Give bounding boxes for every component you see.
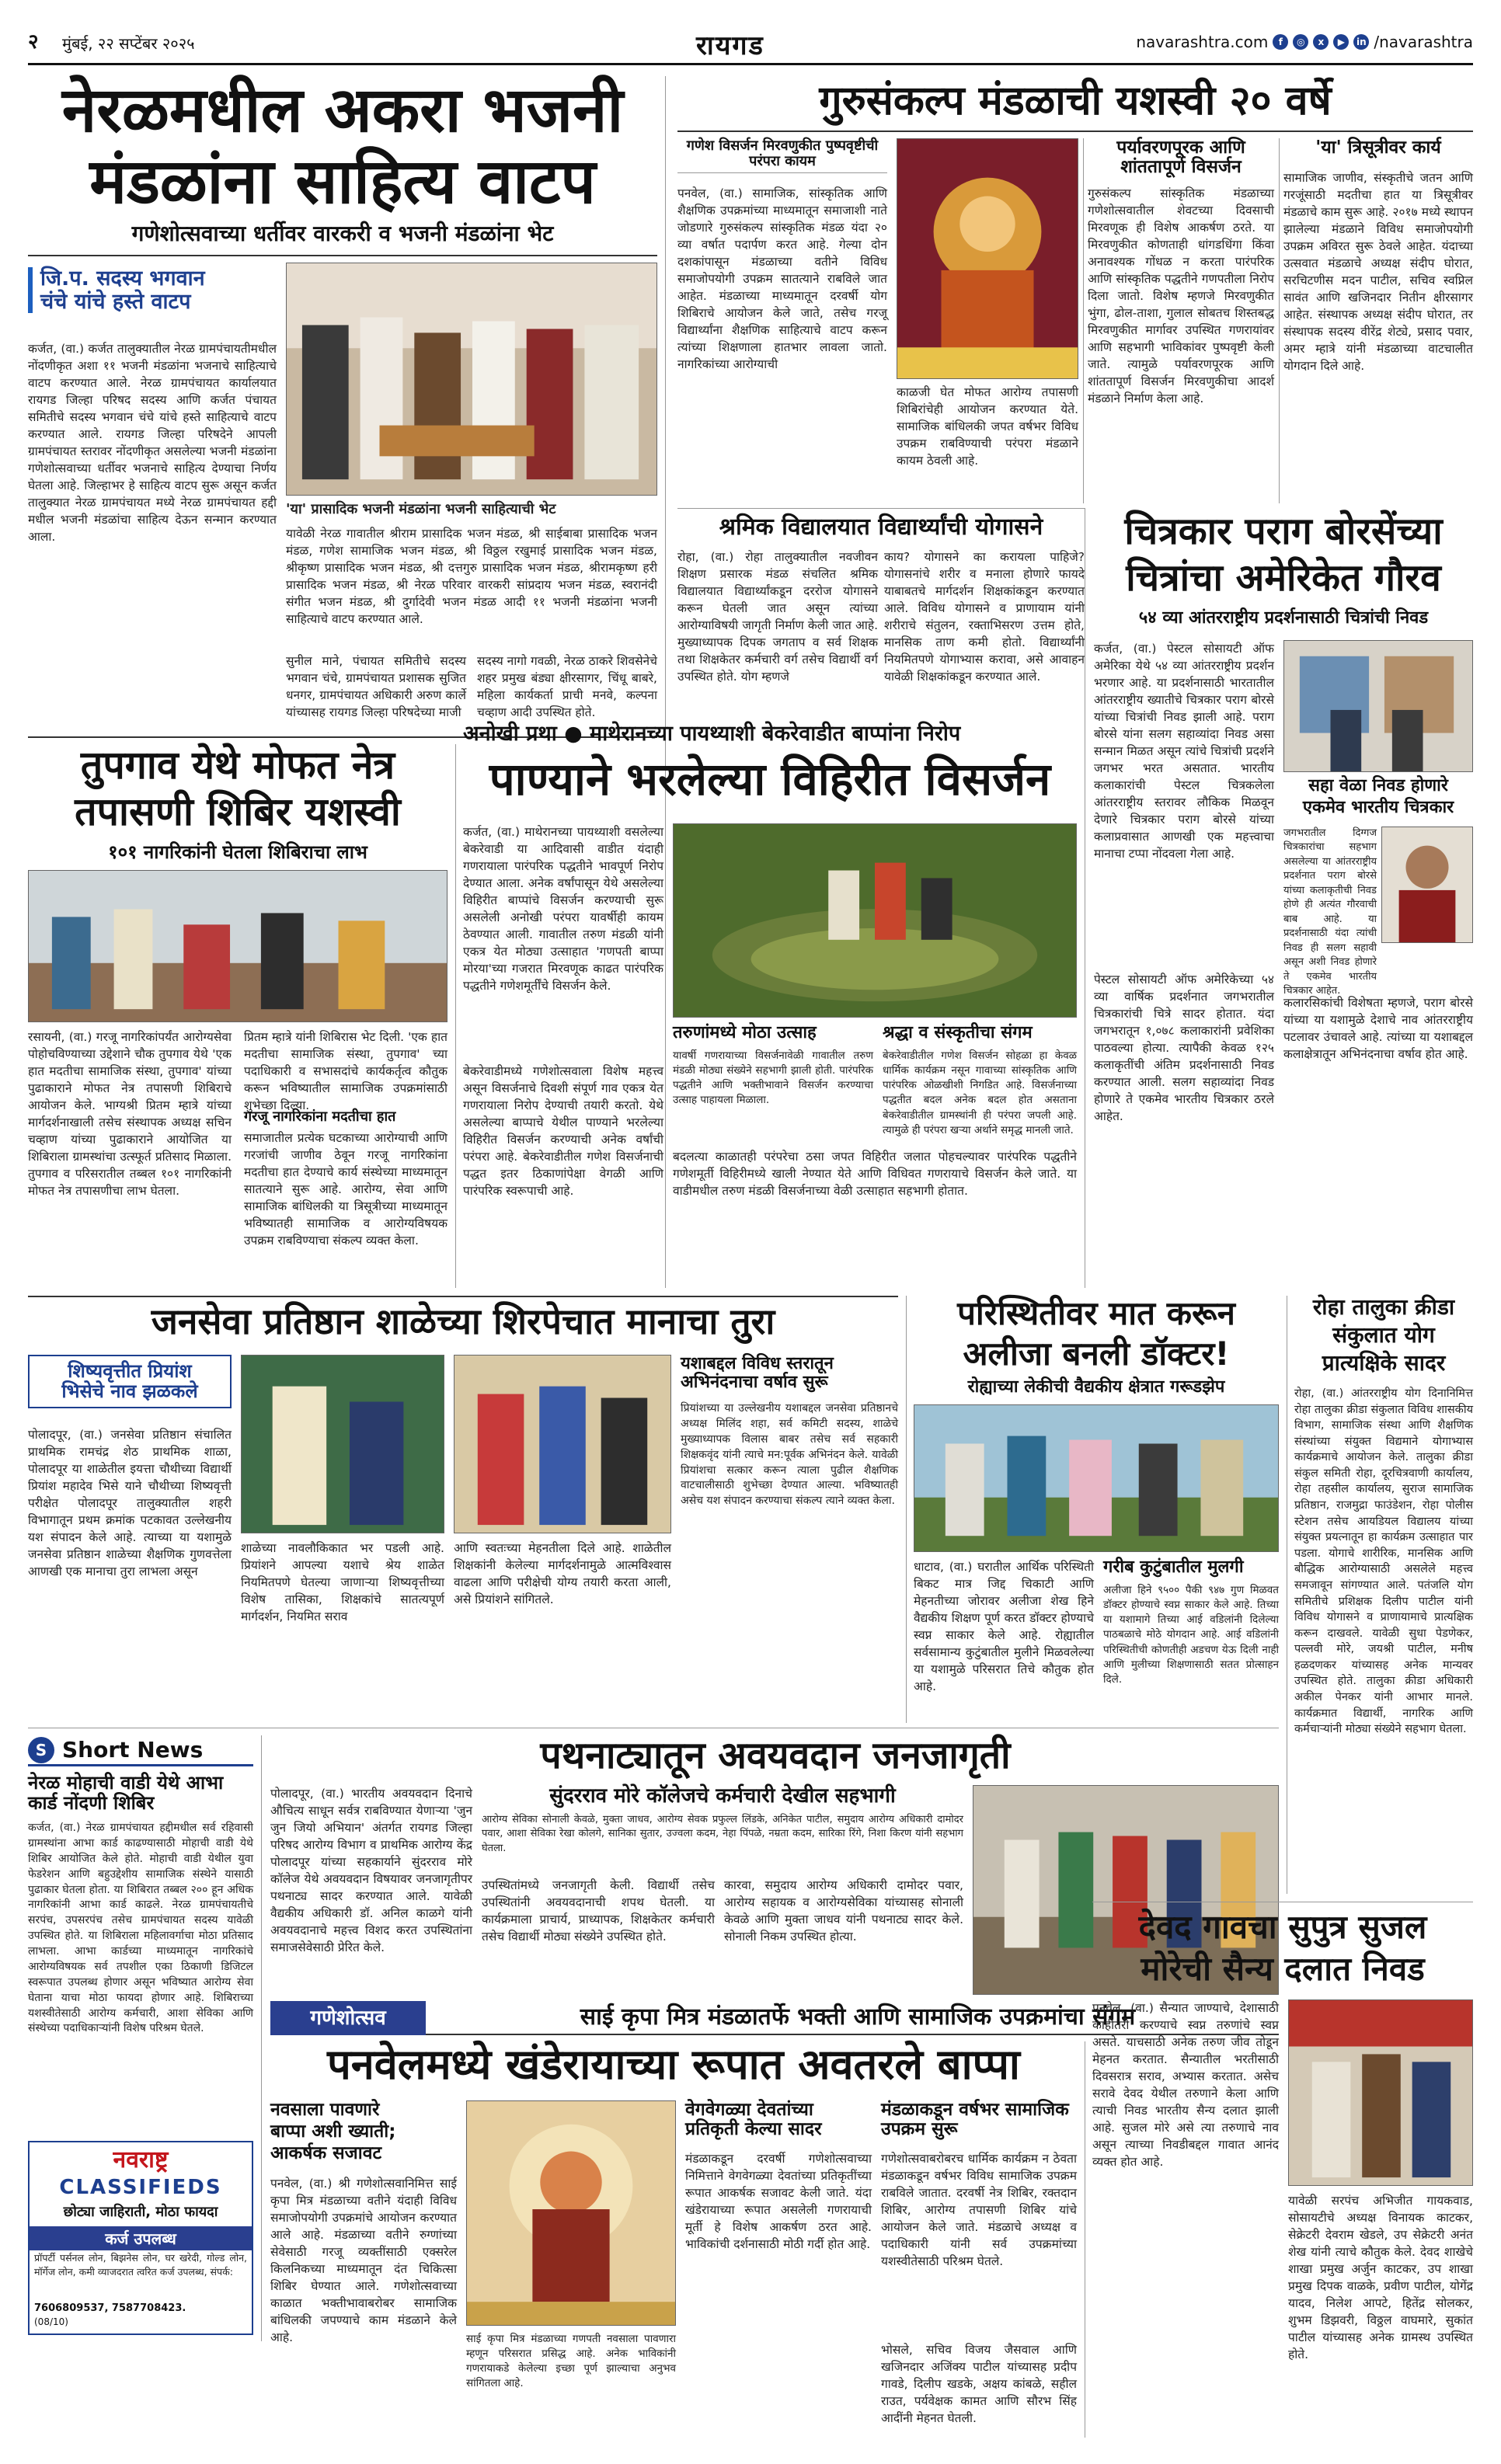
story5-photo-caption: तरुणांमध्ये मोठा उत्साह — [673, 1023, 817, 1042]
issue-date: मुंबई, २२ सप्टेंबर २०२५ — [62, 34, 195, 53]
masthead-links — [1136, 33, 1473, 51]
story10-body-1: पोलादपूर, (वा.) भारतीय अवयवदान दिनाचे औचित्य साधून सर्वत्र राबविण्यात येणाऱ्या 'जुन जुन जियो अभियान' अंतर्गत रायगड जिल्हा परिषद आरोग्य विभाग व प्राथमिक आरोग्य केंद्र पोलादपूर यांच्या सहकार्याने सुंदरराव मोरे कॉलेज येथे अवयवदान विषयावर जनजागृतीपर पथनाट्य सादर करण्यात आले. यावेळी वैद्यकीय अधिकारी डॉ. अनिल काळगे यांनी अवयवदानाचे महत्त्व विशद करत उपस्थितांना समाजसेवेसाठी प्रेरित केले. — [270, 1787, 472, 1954]
story2-photo-caption: काळजी घेत मोफत आरोग्य तपासणी शिबिरांचेही आयोजन करण्यात येते. सामाजिक बांधिलकी जपत वर्षभर विविध उपक्रम राबविण्याची परंपरा मंडळाने कायम ठेवली आहे. — [897, 385, 1078, 468]
story11-sub2: वेगवेगळ्या देवतांच्या प्रतिकृती केल्या सादर — [685, 2100, 822, 2140]
story7-headline: जनसेवा प्रतिष्ठान शाळेच्या शिरपेचात मानाचा तुरा — [151, 1300, 775, 1342]
short-news-body: कर्जत, (वा.) नेरळ ग्रामपंचायत हद्दीमधील सर्व रहिवासी ग्रामस्थांना आभा कार्ड काढण्यासाठी मोहाची वाडी येथे शिबिर आयोजित केले होते. मोहाची वाडी येथील युवा फेडरेशन आणि बहुउद्देशीय सामाजिक संस्थेने यासाठी पुढाकार घेतला होता. या शिबिरात तब्बल २०० हून अधिक नागरिकांनी आभा कार्ड काढले. नेरळ ग्रामपंचायतीचे सरपंच, उपसरपंच तसेच ग्रामपंचायत सदस्य यावेळी उपस्थित होते. या शिबिराला महिलावर्गाचा मोठा प्रतिसाद लाभला. आभा कार्डच्या माध्यमातून नागरिकांचे आरोग्यविषयक सर्व तपशील एका ठिकाणी डिजिटल स्वरूपात उपलब्ध होणार असून भविष्यात आरोग्य सेवा घेताना याचा मोठा फायदा होणार आहे. शिबिराच्या यशस्वीतेसाठी आरोग्य कर्मचारी, आशा सेविका आणि संस्थेच्या पदाधिकाऱ्यांनी विशेष परिश्रम घेतले. — [28, 1822, 253, 2035]
story11-photo — [466, 2100, 676, 2326]
section-title: रायगड — [696, 30, 764, 61]
story1-headline-line1: नेरळमधील अकरा भजनी — [61, 74, 624, 146]
story9-body: रोहा, (वा.) आंतरराष्ट्रीय योग दिनानिमित्त रोहा तालुका क्रीडा संकुलात विविध शासकीय विभाग, सामाजिक संस्था आणि शैक्षणिक संस्थांच्या संयुक्त विद्यमाने योगाभ्यास कार्यक्रमाचे आयोजन केले. तालुका क्रीडा संकुल समिती रोहा, दूरचित्रवाणी कार्यालय, रोहा तहसील कार्यालय, सुराज सामाजिक प्रतिष्ठान, राजमुद्रा फाउंडेशन, रोहा पोलीस स्टेशन तसेच आयडियल विद्यालय यांच्या संयुक्त प्रयत्नातून हा कार्यक्रम उत्साहात पार पडला. योगाचे शारीरिक, मानसिक आणि बौद्धिक आरोग्यासाठी असलेले महत्त्व समजावून सांगण्यात आले. पतंजलि योग समितीचे प्रशिक्षक दिलीप पाटील यांनी विविध योगासने व प्राणायामाचे प्रात्यक्षिक करून दाखवले. यावेळी सुधा पेडणेकर, पल्लवी मोरे, जयश्री पाटील, मनीष हळदणकर यांच्यासह अनेक मान्यवर उपस्थित होते. तालुका क्रीडा अधिकारी अकील पेनकर यांनी आभार मानले. कार्यक्रमात विद्यार्थी, नागरिक आणि कर्मचाऱ्यांनी मोठ्या संख्येने सहभाग घेतला. — [1294, 1387, 1473, 1736]
story5-body-5: बदलत्या काळातही परंपरेचा ठसा जपत विहिरीत जलात पोहचल्यावर पारंपरिक पद्धतीने गणेशमूर्ती विहिरीमध्ये खाली नेण्यात येते आणि विधिवत गणरायाचे विसर्जन केले जाते. या वाडीमधील तरुण मंडळी विसर्जनाच्या वेळी उत्साहात सहभागी होतात. — [673, 1150, 1077, 1198]
instagram-icon[interactable]: ◎ — [1293, 34, 1308, 50]
story11-body-1: पनवेल, (वा.) श्री गणेशोत्सवानिमित्त साई कृपा मित्र मंडळाच्या वतीने यंदाही विविध समाजोपयोगी उपक्रमांचे आयोजन करण्यात आले आहे. मंडळाच्या वतीने रुग्णांच्या सेवेसाठी गरजू व्यक्तींसाठी एक्सरेल किलनिकच्या माध्यमातून दंत चिकित्सा शिबिर घेण्यात आले. गणेशोत्सवाच्या काळात भक्तीभावाबरोबर सामाजिक बांधिलकी जपण्याचे काम मंडळाने केले आहे. — [270, 2177, 457, 2344]
story4-body-3: समाजातील प्रत्येक घटकाच्या आरोग्याची आणि गरजांची जाणीव ठेवून गरजू नागरिकांना मदतीचा हात देण्याचे कार्य संस्थेच्या माध्यमातून सातत्याने सुरू आहे. आरोग्य, सेवा आणि सामाजिक बांधिलकी या त्रिसूत्रीच्या माध्यमातून भविष्यातही सामाजिक व आरोग्यविषयक उपक्रम राबविण्याचा संकल्प व्यक्त केला. — [244, 1131, 448, 1248]
short-news-label-box — [28, 1735, 253, 1766]
story10-body-4: कारवा, समुदाय आरोग्य अधिकारी दामोदर पवार, आरोग्य सहायक व आरोग्यसेविका यांच्यासह सोनाली केवळे आणि मुक्ता जाधव यांनी पथनाट्य सादर केले. सोनाली निकम उपस्थित होत्या. — [724, 1878, 963, 1944]
story12-headline-line1: देवद गावचा सुपुत्र सुजल — [1138, 1908, 1427, 1946]
short-news-label: Short News — [62, 1737, 204, 1763]
story1-body-1: कर्जत, (वा.) कर्जत तालुक्यातील नेरळ ग्रामपंचायतीमधील नोंदणीकृत अशा ११ भजनी मंडळांना भजनाचे साहित्याचे वाटप करण्यात आले. नेरळ ग्रामपंचायत कार्यालयात रायगड जिल्हा परिषद सदस्य आणि कर्जत पंचायत समितीचे सदस्य भगवान चंचे यांचे हस्ते साहित्याचे वाटप करण्यात आले. रायगड जिल्हा परिषदेने आपली ग्रामपंचायत स्तरावर नोंदणीकृत असलेल्या भजनी मंडळांना गणेशोत्सवाच्या धर्तीवर भजनाचे साहित्य देण्याचा निर्णय घेतला आहे. जिल्हाभर हे साहित्य वाटप सुरू असून कर्जत तालुक्यात नेरळ ग्रामपंचायत मध्ये नेरळ ग्रामपंचायत हद्दी मधील भजनी मंडळांचा साहित्य देऊन सन्मान करण्यात आला. — [28, 342, 277, 544]
story11-body-2: मंडळाकडून दरवर्षी गणेशोत्सवाच्या निमित्ताने वेगवेगळ्या देवतांच्या प्रतिकृतींच्या रूपात आकर्षक सजावट केली जाते. यंदा खंडेरायाच्या रूपात असलेली गणरायाची मूर्ती हे विशेष आकर्षण ठरत आहे. भाविकांची दर्शनासाठी मोठी गर्दी होत आहे. — [685, 2152, 872, 2251]
website-link[interactable]: navarashtra.com — [1136, 33, 1269, 51]
story7-box-line1: शिष्यवृत्तीत प्रियांश — [68, 1360, 192, 1382]
story1-photo — [286, 263, 657, 496]
story4-photo — [28, 870, 448, 1022]
story6-photo — [1283, 640, 1473, 772]
classifieds-box — [28, 2141, 253, 2335]
story2-body-2: गुरुसंकल्प सांस्कृतिक मंडळाच्या गणेशोत्सवातील शेवटच्या दिवसाची मिरवणूक ही विशेष आकर्षण ठरते. या मिरवणुकीत कोणताही धांगडधिंगा किंवा अनावश्यक गोंधळ न करता पारंपरिक आणि सांस्कृतिक पद्धतीने गणपतीला निरोप दिला जातो. विशेष म्हणजे मिरवणुकीत भुंगा, ढोल-ताशा, गुलाल सोबतच शिस्तबद्ध मिरवणुकीत मार्गावर उपस्थित गणरायांवर आणि सहभागी भाविकांवर पुष्पवृष्टी केली जाते. त्यामुळे पर्यावरणपूरक आणि शांततापूर्ण विसर्जन मिरवणुकीचा आदर्श मंडळाने निर्माण केला आहे. — [1088, 186, 1274, 405]
story5-headline: पाण्याने भरलेल्या विहिरीत विसर्जन — [489, 753, 1051, 806]
story11-body-4: भोसले, सचिव विजय जैसवाल आणि खजिनदार अजिंक्य पाटील यांच्यासह प्रदीप गावडे, दिलीप खडके, अक्षय कांबळे, सहील राउत, पर्यवेक्षक कामत आणि सौरभ सिंह आदींनी मेहनत घेतली. — [881, 2343, 1077, 2425]
story6-headline-line2: चित्रांचा अमेरिकेत गौरव — [1126, 556, 1441, 600]
classifieds-code: (08/10) — [34, 2316, 68, 2327]
story8-subhead: रोह्याच्या लेकीची वैद्यकीय क्षेत्रात गरूडझेप — [967, 1377, 1225, 1397]
classifieds-brand: नवराष्ट्र — [113, 2146, 169, 2173]
story4-sub: गरजू नागरिकांना मदतीचा हात — [244, 1108, 396, 1125]
newspaper-page — [28, 22, 1473, 2445]
classifieds-phones: 7606809537, 7587708423. — [34, 2302, 186, 2314]
story2-body-3: सामाजिक जाणीव, संस्कृतीचे जतन आणि गरजूंसाठी मदतीचा हात या त्रिसूत्रीवर मंडळाचे काम सुरू आहे. २०१७ मध्ये स्थापन झालेल्या मंडळाने विविध समाजोपयोगी उपक्रम अविरत सुरू ठेवले आहेत. यंदाच्या उत्सवात मंडळाचे अध्यक्ष संदीप घोरात, सरचिटणीस मदन पाटील, सचिव स्वप्निल सावंत आणि खजिनदार नितीन क्षीरसागर आहेत. संस्थापक अध्यक्ष संदीप घोरात, तर संस्थापक सदस्य वीरेंद्र शेट्ये, प्रसाद पवार, अमर म्हात्रे यांनी मंडळाच्या वाटचालीत योगदान दिले आहे. — [1283, 171, 1473, 373]
story6-photo-caption-line2: एकमेव भारतीय चित्रकार — [1302, 798, 1454, 817]
page-number: २ — [28, 30, 39, 54]
story10-sub: सुंदरराव मोरे कॉलेजचे कर्मचारी देखील सहभागी — [549, 1784, 896, 1808]
story6-body-2: पेस्टल सोसायटी ऑफ अमेरिकेच्या ५४ व्या वार्षिक प्रदर्शनात जगभरातील चित्रकारांची चित्रे सादर होतात. यंदा जगभरातून १,०७८ कलाकारांनी प्रवेशिका पाठवल्या होत्या. त्यापैकी केवळ १२५ कलाकृतींची अंतिम प्रदर्शनासाठी निवड करण्यात आली. सलग सहाव्यांदा निवड होणारे ते एकमेव भारतीय चित्रकार ठरले आहेत. — [1094, 973, 1274, 1123]
story2-photo — [897, 138, 1078, 379]
story7-photo-2 — [454, 1355, 671, 1533]
story1-highlight-box — [28, 267, 277, 313]
story4-headline-line1: तुपगाव येथे मोफत नेत्र — [80, 743, 395, 788]
youtube-icon[interactable]: ▶ — [1333, 34, 1349, 50]
story11-body-3: गणेशोत्सवाबरोबरच धार्मिक कार्यक्रम न ठेवता मंडळाकडून वर्षभर विविध सामाजिक उपक्रम राबविले जातात. दरवर्षी नेत्र शिबिर, रक्तदान शिबिर, आरोग्य तपासणी शिबिर यांचे आयोजन केले जाते. मंडळाचे अध्यक्ष व पदाधिकारी यांनी सर्व उपक्रमांच्या यशस्वीतेसाठी परिश्रम घेतले. — [881, 2152, 1077, 2268]
story1-body-3: सुनील माने, पंचायत समितीचे सदस्य भगवान चंचे, ग्रामपंचायत प्रशासक सुजित धनगर, ग्रामपंचायत अधिकारी अरुण कार्ले यांच्यासह रायगड जिल्हा परिषदेच्या माजी — [286, 654, 466, 719]
short-news-icon: S — [28, 1737, 54, 1763]
story1-subhead: गणेशोत्सवाच्या धर्तीवर वारकरी व भजनी मंडळांना भेट — [131, 221, 554, 246]
linkedin-icon[interactable]: in — [1353, 34, 1369, 50]
story12-headline-line2: मोरेची सैन्य दलात निवड — [1141, 1950, 1425, 1988]
story1-headline-line2: मंडळांना साहित्य वाटप — [89, 145, 596, 218]
story8-headline-line2: अलीजा बनली डॉक्टर! — [963, 1335, 1230, 1373]
story6-subhead: ५४ व्या आंतरराष्ट्रीय प्रदर्शनासाठी चित्रांची निवड — [1138, 608, 1429, 628]
story7-sub: यशाबद्दल विविध स्तरातून अभिनंदनाचा वर्षाव सुरू — [681, 1354, 834, 1393]
story11-sub1-line1: नवसाला पावणारे — [270, 2100, 380, 2120]
story10-body-2: आरोग्य सेविका सोनाली केवळे, मुक्ता जाधव, आरोग्य सेवक प्रफुल्ल लिंडके, अनिकेत पाटील, समुदाय आरोग्य अधिकारी दामोदर पवार, आशा सेविका रेखा कोलगे, सानिका सुतार, उज्वला कदम, नेहा पिंपळे, नम्रता कदम, सारिका रिंगे, निशा किरण यांनी सहभाग घेतला. — [482, 1814, 963, 1854]
story10-headline: पथनाट्यातून अवयवदान जनजागृती — [540, 1734, 1011, 1777]
story7-highlight-box — [28, 1355, 232, 1408]
story11-headline: पनवेलमध्ये खंडेरायाच्या रूपात अवतरले बाप्पा — [327, 2040, 1020, 2089]
story9-headline-line3: प्रात्यक्षिके सादर — [1322, 1350, 1446, 1376]
story3-headline: श्रमिक विद्यालयात विद्यार्थ्यांची योगासने — [719, 513, 1043, 541]
story4-body-1: रसायनी, (वा.) गरजू नागरिकांपर्यंत आरोग्यसेवा पोहोचविण्याच्या उद्देशाने चौक तुपगाव येथे 'एक हात मदतीचा सामाजिक संस्था, तुपगाव' यांच्या पुढाकाराने मोफत नेत्र तपासणी शिबिराचे आयोजन केले. भाग्यश्री प्रितम म्हात्रे यांच्या मार्गदर्शनाखाली तसेच संस्थापक अध्यक्ष सचिन चव्हाण यांच्या पुढाकाराने आयोजित या शिबिराला ग्रामस्थांचा उत्स्फूर्त प्रतिसाद मिळाला. तुपगाव व परिसरातील तब्बल १०१ नागरिकांनी मोफत नेत्र तपासणीचा लाभ घेतला. — [28, 1030, 232, 1198]
story7-photo-1 — [241, 1355, 444, 1533]
classifieds-label: CLASSIFIEDS — [59, 2176, 222, 2199]
story2-body-1: पनवेल, (वा.) सामाजिक, सांस्कृतिक आणि शैक्षणिक उपक्रमांच्या माध्यमातून समाजाशी नाते जोडणारे गुरुसंकल्प सांस्कृतिक मंडळ यंदा २० व्या वर्षात पदार्पण करत आहे. गेल्या दोन दशकांपासून मंडळाच्या वतीने विविध समाजोपयोगी उपक्रम सातत्याने राबविले जात आहेत. मंडळाच्या माध्यमातून दरवर्षी योग शिबिराचे आयोजन केले जाते, तसेच गरजू विद्यार्थ्यांना शैक्षणिक साहित्याचे वाटप करून त्यांच्या शिक्षणाला हातभार लावला जातो. नागरिकांच्या आरोग्याची — [677, 186, 887, 371]
ganesh-banner-headline: साई कृपा मित्र मंडळातर्फे भक्ती आणि सामाजिक उपक्रमांचा संगम — [580, 2003, 1136, 2031]
story6-body-4: कलारसिकांची विशेषता म्हणजे, पराग बोरसे यांच्या या यशामुळे देशाचे नाव आंतरराष्ट्रीय पटलावर उंचावले आहे. त्यांच्या या यशाबद्दल कलाक्षेत्रातून अभिनंदनाचा वर्षाव होत आहे. — [1283, 996, 1473, 1061]
story2-sub3: 'या' त्रिसूत्रीवर कार्य — [1315, 137, 1441, 158]
story1-box-line2: चंचे यांचे हस्ते वाटप — [40, 289, 191, 314]
story8-body-1: धाटाव, (वा.) घरातील आर्थिक परिस्थिती बिकट मात्र जिद्द चिकाटी आणि मेहनतीच्या जोरावर अलीजा शेख हिने वैद्यकीय शिक्षण पूर्ण करत डॉक्टर होण्याचे स्वप्न साकार केले आहे. रोह्यातील सर्वसामान्य कुटुंबातील मुलीने मिळवलेल्या या यशामुळे परिसरात तिचे कौतुक होत आहे. — [914, 1560, 1094, 1693]
story5-body-3: यावर्षी गणरायाच्या विसर्जनावेळी गावातील तरुण मंडळी मोठ्या संख्येने सहभागी झाली होती. पारंपरिक पद्धतीने आणि भक्तीभावाने विसर्जन करण्याचा उत्साह पाहायला मिळाला. — [673, 1049, 873, 1107]
story9-headline-line2: संकुलात योग — [1332, 1322, 1435, 1348]
story4-subhead: १०१ नागरिकांनी घेतला शिबिराचा लाभ — [108, 841, 367, 863]
short-news-headline: नेरळ मोहाची वाडी येथे आभा कार्ड नोंदणी शिबिर — [28, 1772, 224, 1815]
story3-body-2: काय? योगासने का करायला पाहिजे? योगासनांचे शरीर व मनाला होणारे फायदे याबाबतचे मार्गदर्शन शिक्षकांकडून करण्यात आले. विविध योगासने व प्राणायाम यांनी शरीराचे संतुलन, रक्ताभिसरण उत्तम होते, मानसिक ताण कमी होतो. विद्यार्थ्यांनी नियमितपणे योगाभ्यास करावा, असे आवाहन यावेळी शिक्षकांकडून करण्यात आले. — [884, 550, 1085, 684]
masthead — [28, 22, 1473, 65]
story4-headline-line2: तपासणी शिबिर यशस्वी — [75, 789, 401, 834]
story2-headline: गुरुसंकल्प मंडळाची यशस्वी २० वर्षे — [819, 78, 1332, 124]
story9-headline-line1: रोहा तालुका क्रीडा — [1312, 1294, 1455, 1320]
story8-photo — [914, 1404, 1279, 1552]
story10-body-3: उपस्थितांमध्ये जनजागृती केली. विद्यार्थी तसेच उपस्थितांनी अवयवदानाची शपथ घेतली. या कार्यक्रमाला प्राचार्य, प्राध्यापक, शिक्षकेतर कर्मचारी तसेच विद्यार्थी मोठ्या संख्येने उपस्थित होते. — [482, 1878, 715, 1944]
story2-sub1: गणेश विसर्जन मिरवणुकीत पुष्पवृष्टीची परंपरा कायम — [677, 138, 887, 173]
story12-body-1: पनवेल, (वा.) सैन्यात जाण्याचे, देशासाठी काहीतरी करण्याचे स्वप्न तरुणांचे स्वप्न असते. याचसाठी अनेक तरुण जीव तोडून मेहनत करतात. सैन्यातील भरतीसाठी दिवसरात्र सराव, अभ्यास करतात. असेच सरावे देवद येथील तरुणाने केला आणि त्याची निवड भारतीय सैन्य दलात झाली आहे. सुजल मोरे असे त्या तरुणाचे नाव असून त्याच्या निवडीबद्दल गावात आनंद व्यक्त होत आहे. — [1092, 2001, 1279, 2169]
x-icon[interactable]: x — [1313, 34, 1329, 50]
story5-kicker: अनोखी प्रथा ● माथेरानच्या पायथ्याशी बेकरेवाडीत बाप्पांना निरोप — [463, 722, 961, 746]
story7-body-2: शाळेच्या नावलौकिकात भर पडली आहे. प्रियांशने आपल्या यशाचे श्रेय शाळेत नियमितपणे घेतल्या जाणाऱ्या शिष्यवृत्तीच्या विशेष तासिका, शिक्षकांचे सातत्यपूर्ण मार्गदर्शन, नियमित सराव — [241, 1541, 444, 1624]
story5-body-1: कर्जत, (वा.) माथेरानच्या पायथ्याशी वसलेल्या बेकरेवाडी या आदिवासी वाडीत यंदाही गणरायाला पारंपरिक पद्धतीने भावपूर्ण निरोप देण्यात आला. अनेक वर्षांपासून येथे असलेल्या विहिरीत बाप्पांचे विसर्जन करण्याची सुरू असलेली अनोखी परंपरा यावर्षीही कायम ठेवण्यात आली. गावातील तरुण मंडळी यांनी एकत्र येत मोठ्या उत्साहात 'गणपती बाप्पा मोरया'च्या गजरात मिरवणूक काढत पारंपरिक पद्धतीने गणेशमूर्तींचे विसर्जन केले. — [463, 825, 663, 993]
story6-portrait — [1381, 827, 1473, 943]
story6-body-3: जगभरातील दिग्गज चित्रकारांचा सहभाग असलेल्या या आंतरराष्ट्रीय प्रदर्शनात पराग बोरसे यांच्या कलाकृतीची निवड होणे ही अत्यंत गौरवाची बाब आहे. या प्रदर्शनासाठी यंदा त्यांची निवड ही सलग सहावी असून अशी निवड होणारे ते एकमेव भारतीय चित्रकार आहेत. — [1283, 827, 1377, 997]
story5-body-2: बेकरेवाडीमध्ये गणेशोत्सवाला विशेष महत्त्व असून विसर्जनाचे दिवशी संपूर्ण गाव एकत्र येत गणरायाला निरोप देण्याची तयारी करतो. येथे असलेल्या बाप्पाचे येथील पाण्याने भरलेल्या विहिरीत विसर्जन करण्याची अनेक वर्षांची परंपरा आहे. बेकरेवाडीतील गणेश विसर्जनाची पद्धत इतर ठिकाणांपेक्षा वेगळी आणि पारंपरिक स्वरूपाची आहे. — [463, 1064, 663, 1198]
story7-body-4: प्रियांशच्या या उल्लेखनीय यशाबद्दल जनसेवा प्रतिष्ठानचे अध्यक्ष मिलिंद शहा, सर्व कमिटी सदस्य, शाळेचे मुख्याध्यापक विलास बाबर तसेच सर्व सहकारी शिक्षकवृंद यांनी त्याचे मन:पूर्वक अभिनंदन केले. यावेळी प्रियांशचा सत्कार करून त्याला पुढील शैक्षणिक वाटचालीसाठी शुभेच्छा देण्यात आल्या. भविष्यातही असेच यश संपादन करण्याचा संकल्प त्याने व्यक्त केला. — [681, 1402, 898, 1508]
story4-body-2: प्रितम म्हात्रे यांनी शिबिरास भेट दिली. 'एक हात मदतीचा सामाजिक संस्था, तुपगाव' च्या पदाधिकारी व सभासदांचे कार्यकर्तृत्व कौतुक करून भविष्यातील सामाजिक उपक्रमांसाठी शुभेच्छा दिल्या. — [244, 1030, 448, 1112]
story5-body-4: बेकरेवाडीतील गणेश विसर्जन सोहळा हा केवळ धार्मिक कार्यक्रम नसून गावाच्या सांस्कृतिक आणि पारंपरिक ओळखीशी निगडित आहे. विसर्जनाच्या पद्धतीत बदल अनेक बदल होत असताना बेकरेवाडीतील ग्रामस्थांनी ही परंपरा जपली आहे. त्यामुळे ही परंपरा खऱ्या अर्थाने समृद्ध मानली जाते. — [883, 1049, 1077, 1136]
story7-box-line2: भिसेचे नाव झळकले — [61, 1380, 198, 1403]
story7-body-3: आणि स्वतःच्या मेहनतीला दिले आहे. शाळेतील शिक्षकांनी केलेल्या मार्गदर्शनामुळे आत्मविश्वास वाढला आणि परीक्षेची योग्य तयारी करता आली, असे प्रियांशने सांगितले. — [454, 1541, 671, 1606]
story2-sub2: पर्यावरणपूरक आणि शांततापूर्ण विसर्जन — [1116, 137, 1245, 178]
story1-body-2: यावेळी नेरळ गावातील श्रीराम प्रासादिक भजन मंडळ, श्री साईबाबा प्रासादिक भजन मंडळ, गणेश सामाजिक भजन मंडळ, श्री विठ्ठल रखुमाई प्रासादिक भजन मंडळ, श्रीकृष्ण प्रासादिक भजन मंडळ, श्री दत्तगुरु प्रासादिक भजन मंडळ, श्रीरामकृष्ण हरी प्रासादिक भजन मंडळ, श्री नेरळ परिवार वारकरी सांप्रदाय भजन मंडळ, स्वरानंदी संगीत भजन मंडळ, श्री दुर्गादेवी भजन मंडळ आदी ११ भजनी मंडळांना भजनी साहित्याचे वाटप करण्यात आले. — [286, 527, 657, 626]
facebook-icon[interactable]: f — [1273, 34, 1288, 50]
social-handle[interactable]: /navarashtra — [1374, 33, 1473, 51]
classifieds-tagline: छोट्या जाहिराती, मोठा फायदा — [63, 2204, 218, 2220]
story7-body-1: पोलादपूर, (वा.) जनसेवा प्रतिष्ठान संचालित प्राथमिक रामचंद्र शेठ प्राथमिक शाळा, पोलादपूर या शाळेतील इयत्ता चौथीच्या विद्यार्थी प्रियांश महादेव भिसे याने चौथीच्या शिष्यवृत्ती परीक्षेत पोलादपूर तालुक्यातील शहरी विभागातून प्रथम क्रमांक पटकावत उल्लेखनीय यश संपादन केले आहे. त्याच्या या यशामुळे जनसेवा प्रतिष्ठान शाळेच्या शैक्षणिक गुणवत्तेला आणखी एक मानाचा तुरा लाभला असून — [28, 1428, 232, 1578]
story8-headline-line1: परिस्थितीवर मात करून — [957, 1294, 1235, 1332]
story11-sub1-line2: बाप्पा अशी ख्याती; — [270, 2121, 396, 2142]
story3-body-1: रोहा, (वा.) रोहा तालुक्यातील नवजीवन शिक्षण प्रसारक मंडळ संचलित श्रमिक विद्यालयात विद्यार्थ्यांकडून दररोज योगासने करून घेतली जात असून त्यांच्या आरोग्याविषयी जागृती निर्माण केली जात आहे. मुख्याध्यापक दिपक जगताप व सर्व शिक्षक तथा शिक्षकेतर कर्मचारी वर्ग तसेच विद्यार्थी वर्ग उपस्थित होते. योग म्हणजे — [677, 550, 878, 684]
story1-body-4: सदस्य नागो गवळी, नेरळ ठाकरे शिवसेनेचे शहर प्रमुख बंड्या क्षीरसागर, चिंधू बाबरे, महिला कार्यकर्ता प्राची मनवे, कल्पना चव्हाण आदी उपस्थित होते. — [477, 654, 657, 719]
story5-photo — [673, 823, 1077, 1018]
classifieds-ad: प्रॉपर्टी पर्सनल लोन, बिझनेस लोन, घर खरेदी, गोल्ड लोन, मॉर्गेज लोन, कमी व्याजदरात त्वरित कर्ज उपलब्ध, संपर्क: — [34, 2252, 247, 2278]
story1-photo-caption: 'या' प्रासादिक भजनी मंडळांना भजनी साहित्याची भेट — [286, 501, 556, 517]
story6-headline-line1: चित्रकार पराग बोरसेंच्या — [1124, 510, 1443, 553]
ganesh-banner-tag: गणेशोत्सव — [270, 2001, 426, 2035]
classifieds-category: कर्ज उपलब्ध — [30, 2226, 252, 2250]
story11-sub3: मंडळाकडून वर्षभर सामाजिक उपक्रम सुरू — [881, 2100, 1069, 2140]
story6-body-1: कर्जत, (वा.) पेस्टल सोसायटी ऑफ अमेरिका येथे ५४ व्या आंतरराष्ट्रीय प्रदर्शन भरणार आहे. या प्रदर्शनासाठी भारतातील आंतरराष्ट्रीय ख्यातीचे चित्रकार पराग बोरसे यांच्या चित्रांची निवड झाली आहे. पराग बोरसे यांना सलग सहाव्यांदा निवड असा सन्मान मिळत असून त्यांचे चित्रांची प्रदर्शने जगभर भरत असतात. भारतीय कलाकारांची पेस्टल चित्रकलेला आंतरराष्ट्रीय स्तरावर लौकिक मिळवून देणारे चित्रकार पराग बोरसे यांच्या कलाप्रवासात आणखी एक महत्त्वाचा मानाचा टप्पा नोंदवला गेला आहे. — [1094, 642, 1274, 861]
story8-body-2: अलीजा हिने ९५०० पैकी ९४७ गुण मिळवत डॉक्टर होण्याचे स्वप्न साकार केले आहे. तिच्या या यशामागे तिच्या आई वडिलांनी दिलेल्या पाठबळाचे मोठे योगदान आहे. आई वडिलांनी परिस्थितीची कोणतीही अडचण येऊ दिली नाही आणि मुलीच्या शिक्षणासाठी सतत प्रोत्साहन दिले. — [1103, 1584, 1279, 1686]
story12-body-2: यावेळी सरपंच अभिजीत गायकवाड, सोसायटीचे अध्यक्ष विनायक काटकर, सेक्रेटरी देवराम खेडले, उप सेक्रेटरी अनंत शेख यांनी त्याचे कौतुक केले. देवद शाखेचे शाखा प्रमुख अर्जुन काटकर, उप शाखा प्रमुख दिपक वाळके, प्रवीण पाटील, योगेंद्र यादव, निलेश आपटे, हितेंद्र सोलकर, शुभम डिझवरी, विठ्ठल वाघमारे, सुकांत पाटील यांच्यासह अनेक ग्रामस्थ उपस्थित होते. — [1288, 2194, 1473, 2361]
story12-photo — [1288, 1999, 1473, 2186]
story1-box-line1: जि.प. सदस्य भगवान — [40, 266, 205, 291]
story8-photo-sub: गरीब कुटुंबातील मुलगी — [1103, 1557, 1244, 1577]
story6-photo-caption-line1: सहा वेळा निवड होणारे — [1308, 776, 1448, 795]
story11-photo-caption: साई कृपा मित्र मंडळाच्या गणपती नवसाला पावणारा म्हणून परिसरात प्रसिद्ध आहे. अनेक भाविकांनी गणरायाकडे केलेल्या इच्छा पूर्ण झाल्याचा अनुभव सांगितला आहे. — [466, 2333, 676, 2390]
story11-sub1-line3: आकर्षक सजावट — [270, 2143, 382, 2163]
story5-sub2: श्रद्धा व संस्कृतीचा संगम — [883, 1023, 1033, 1042]
